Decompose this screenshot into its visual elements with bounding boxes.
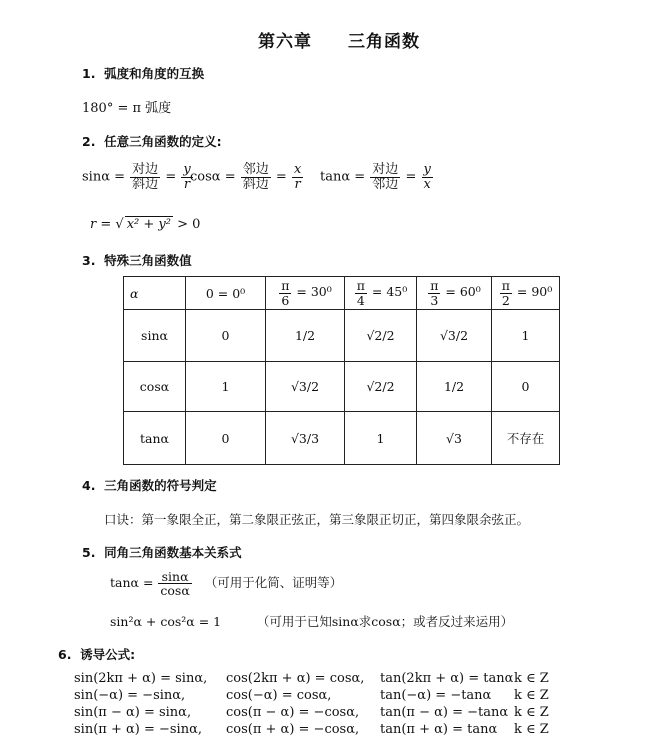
section-2-heading: 2. 任意三角函数的定义: [82, 134, 222, 149]
table-header-cell: $\frac{\pi}{3}$ = 60⁰ [417, 277, 492, 310]
table-cell: 1 [345, 412, 417, 465]
table-header-cell: $\frac{\pi}{2}$ = 90⁰ [492, 277, 560, 310]
section-3-heading: 3. 特殊三角函数值 [82, 253, 192, 268]
table-cell: 0 [492, 362, 560, 412]
table-header-cell: 0 = 0⁰ [186, 277, 266, 310]
sqrt-icon: √ [115, 217, 124, 232]
cos-definition: cosα = $\frac{\text{邻边}}{\text{斜边}}$ = $\frac{x}{r}$ [190, 162, 302, 192]
table-cell: √3/2 [417, 310, 492, 362]
table-header-cell: $\frac{\pi}{6}$ = 30⁰ [266, 277, 345, 310]
row-label: tanα [124, 412, 186, 465]
tan-definition: tanα = $\frac{\text{对边}}{\text{邻边}}$ = $\frac{y}{x}$ [320, 162, 431, 192]
table-cell: 0 [186, 412, 266, 465]
table-cell: √2/2 [345, 310, 417, 362]
table-cell: 1/2 [417, 362, 492, 412]
table-header-row [124, 277, 560, 310]
table-cell: 1 [492, 310, 560, 362]
special-values-table [123, 276, 560, 465]
table-cell: √3 [417, 412, 492, 465]
table-header-cell: $\frac{\pi}{4}$ = 45⁰ [345, 277, 417, 310]
section-1-heading: 1. 弧度和角度的互换 [82, 66, 205, 81]
row-label: sinα [124, 310, 186, 362]
formula-row: sin(−α) = −sinα, cos(−α) = cosα, tan(−α) = −tanα k ∈ Z [74, 688, 549, 703]
degree-radian-formula: 180° = π 弧度 [82, 101, 172, 116]
table-cell: √3/2 [266, 362, 345, 412]
table-cell: 1 [186, 362, 266, 412]
formula-row: sin(2kπ + α) = sinα, cos(2kπ + α) = cosα, tan(2kπ + α) = tanα k ∈ Z [74, 671, 549, 686]
sign-mnemonic: 口诀：第一象限全正，第二象限正弦正，第三象限正切正，第四象限余弦正。 [104, 512, 530, 527]
pythagorean-identity: sin²α + cos²α = 1 （可用于已知sinα求cosα；或者反过来运用） [110, 614, 514, 629]
table-row [124, 310, 560, 362]
table-cell: 0 [186, 310, 266, 362]
table-row [124, 412, 560, 465]
table-cell: √2/2 [345, 362, 417, 412]
formula-row: sin(π − α) = sinα, cos(π − α) = −cosα, tan(π − α) = −tanα k ∈ Z [74, 705, 549, 720]
row-label: cosα [124, 362, 186, 412]
section-4-heading: 4. 三角函数的符号判定 [82, 478, 217, 493]
sin-definition: sinα = $\frac{\text{对边}}{\text{斜边}}$ = $\frac{y}{r}$ [82, 162, 191, 192]
page-title: 第六章 三角函数 [258, 32, 420, 52]
table-cell: 不存在 [492, 412, 560, 465]
tan-identity: tanα = $\frac{\sin\alpha}{\cos\alpha}$ （可用于化简、证明等） [110, 569, 343, 599]
formula-row: sin(π + α) = −sinα, cos(π + α) = −cosα, tan(π + α) = tanα k ∈ Z [74, 722, 549, 737]
table-cell: √3/3 [266, 412, 345, 465]
r-definition: r = √ x² + y² > 0 [90, 217, 201, 232]
section-5-heading: 5. 同角三角函数基本关系式 [82, 545, 242, 560]
reduction-formulas [74, 671, 634, 739]
table-header-cell: α [124, 277, 186, 310]
table-row [124, 362, 560, 412]
section-6-heading: 6. 诱导公式: [58, 647, 136, 662]
table-cell: 1/2 [266, 310, 345, 362]
